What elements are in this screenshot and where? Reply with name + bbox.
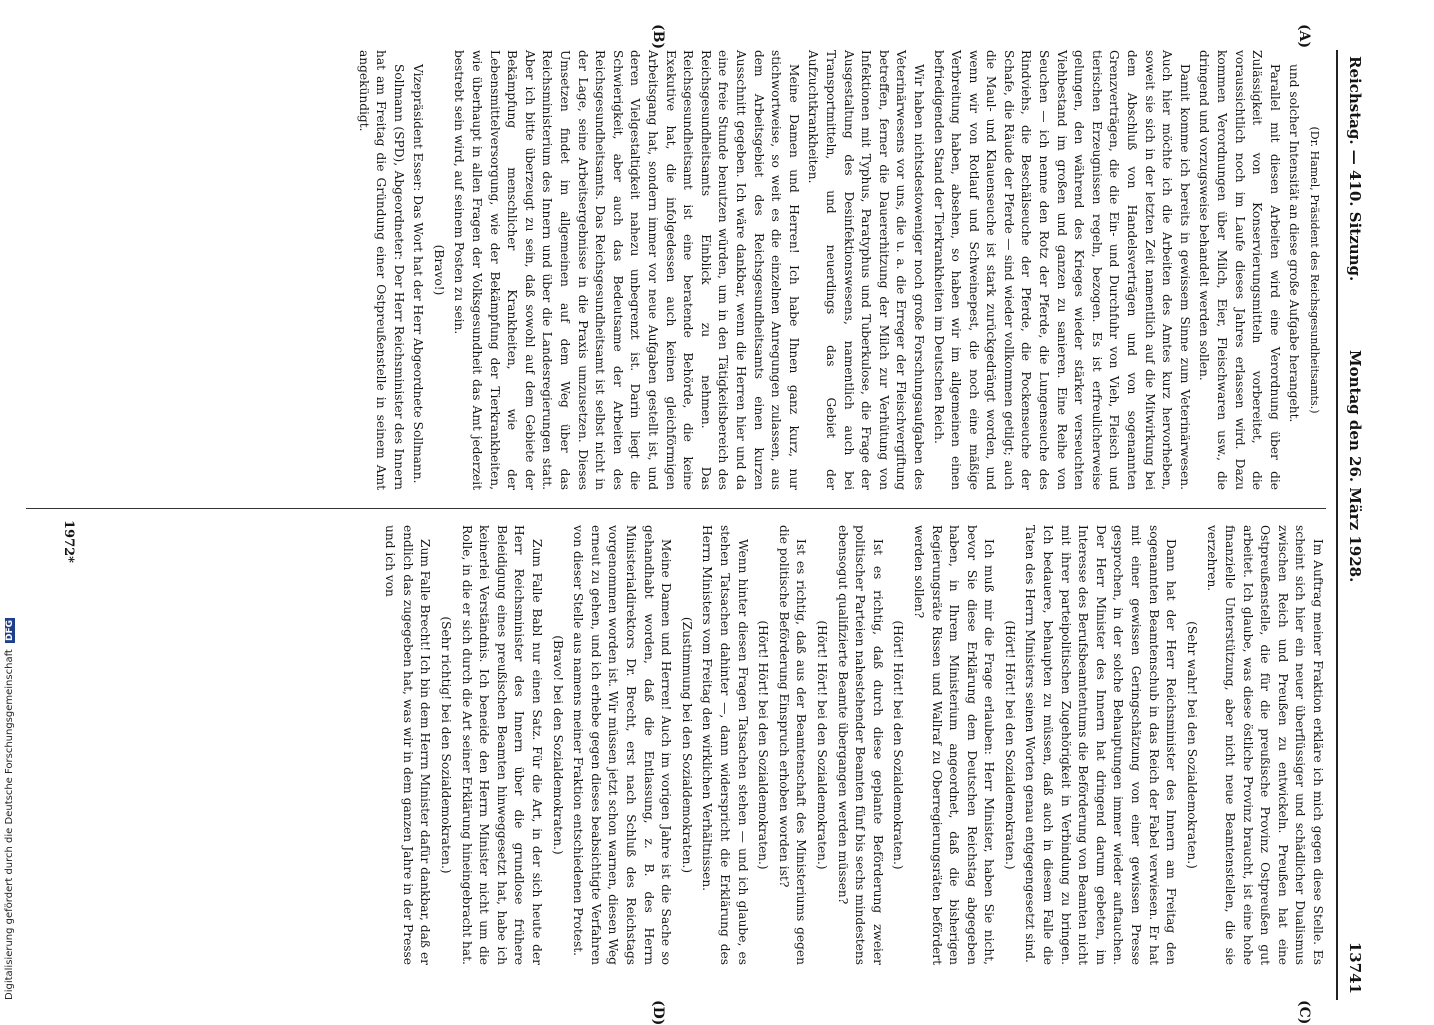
paragraph: Wenn hinter diesen Fragen Tatsachen stehen — und ich glaube, es stehen Tatsachen dahinter —, dann widerspricht die Erklärung des Herrn Ministers vom Freitag den wirklichen Verhältnissen. [700,525,750,965]
interjection: (Zustimmung bei den Sozialdemokraten.) [679,616,694,874]
interjection: (Hört! Hört! bei den Sozialdemokraten.) [891,620,906,870]
paragraph: und solcher Intensität an diese große Aufgabe herangeht. [1287,64,1302,423]
paragraph: Zum Falle Brecht! Ich bin dem Herrn Minister dafür dankbar, daß er endlich das zugegeben hat, was wir in dem ganzen Jahre in der Presse und ich von [383,525,433,965]
page-header [1336,50,1366,1000]
signature-mark: 1972* [61,520,76,563]
header-session: Reichstag. — 410. Sitzung. [1346,56,1364,282]
paragraph: Dann hat der Herr Reichsminister des Innern am Freitag den sogenannten Beamtenschub in das Reich der Fabel verwiesen. Er hat mit einer gewissen Geringschätzung von einer gewissen Presse gesprochen, in der solche Behauptungen immer wieder auftauchen. Der Herr Minister des Innern hat dringend darum gebeten, im Interesse des Berufsbeamtentums die Beförderung von Beamten nicht mit ihrer parteipolitischen Zugehörigkeit in Verbindung zu bringen. Ich bedauere, behaupten zu müssen, daß auch in diesem Falle die Taten des Herrn Ministers seinen Worten genau entgegengesetzt sind. [1023,525,1179,965]
paragraph: Meine Damen und Herren! Auch im vorigen Jahre ist die Sache so gehandhabt worden, daß die Entlassung, z. B. des Herrn Ministerialdirektors Dr. Brecht, erst nach Schluß des Reichstags vorgenommen worden ist. Wir müssen jetzt schon warnen, diesen Weg erneut zu gehen, und ich erhebe gegen dieses beabsichtigte Verfahren von dieser Stelle aus namens meiner Fraktion entschiedenen Protest. [571,525,674,965]
paragraph: Ist es richtig, daß aus der Beamtenschaft des Ministeriums gegen die politische Beförderung Einspruch erhoben worden ist? [776,525,809,965]
margin-marker-a: (A) [1296,24,1312,49]
column-divider [26,508,1326,509]
interjection: (Hört! Hört! bei den Sozialdemokraten.) [814,620,829,870]
paragraph: Sollmann (SPD), Abgeordneter: Der Herr Reichsminister des Innern hat am Freitag die Gründung einer Ostpreußenstelle in seinem Amt angekündigt. [356,50,406,490]
margin-marker-c: (C) [1296,1000,1312,1025]
margin-marker-b: (B) [650,24,666,50]
interjection: (Hört! Hört! bei den Sozialdemokraten.) [756,620,771,870]
header-date: Montag den 26. März 1928. [1346,350,1364,583]
paragraph: Zum Falle Babl nur einen Satz. Für die Art, in der sich heute der Herr Reichsminister des Innern über die grundlose frühere Beleidigung eines preußischen Beamten hinweggesetzt hat, habe ich keinerlei Verständnis. Ich beneide den Herrn Minister nicht um die Rolle, in die er sich durch die Art seiner Erklärung hineingebracht hat. [459,525,545,965]
credit-text: Digitalisierung gefördert durch die Deutsche Forschungsgemeinschaft [4,649,15,1000]
paragraph: Ich muß mir die Frage erlauben: Herr Minister, haben Sie nicht, bevor Sie diese Erklärung dem Deutschen Reichstag abgegeben haben, in Ihrem Ministerium angeordnet, daß die bisherigen Regierungsräte Rissen und Wallraf zu Oberregierungsräten befördert werden sollen? [911,525,997,965]
margin-marker-d: (D) [650,1000,666,1025]
header-rule [1336,50,1338,1000]
interjection: (Bravo! bei den Sozialdemokraten.) [550,635,565,855]
paragraph: Im Auftrag meiner Fraktion erkläre ich mich gegen diese Stelle. Es scheint sich hier ein neuer überflüssiger und schädlicher Dualismus zwischen Reich und Preußen zu entwickeln. Preußen hat eine Ostpreußenstelle, die für die preußische Provinz Ostpreußen gut arbeitet. Ich glaube, was diese östliche Provinz braucht, ist eine hohe finanzielle Unterstützung, aber nicht neue Beamtenstellen, die sie verzehren. [1205,525,1325,965]
paragraph: Ist es richtig, daß durch diese geplante Beförderung zweier politischer Parteien nahestehender Beamten fünf bis sechs mindestens ebensogut qualifizierte Beamte übergangen werden müssen? [835,525,885,965]
paragraph: Wir haben nichtsdestoweniger noch große Forschungsaufgaben des Veterinärwesens vor uns, die u. a. die Erreger der Fleischvergiftung betreffen, ferner die Dauererhitzung der Milch zur Verhütung von Infektionen mit Typhus, Paratyphus und Tuberkulose, die Frage der Ausgestaltung des Desinfektionswesens, namentlich auch bei Transportmitteln, und neuerdings das Gebiet der Aufzuchtkrankheiten. [806,50,926,490]
interjection: (Hört! Hört! bei den Sozialdemokraten.) [1002,620,1017,870]
interjection: (Sehr richtig! bei den Sozialdemokraten.) [439,616,454,874]
left-column [352,50,1326,490]
paragraph: Parallel mit diesen Arbeiten wird eine Verordnung über die Zulässigkeit von Konservierungsmitteln vorbereitet, die voraussichtlich noch im Laufe dieses Jahres erlassen wird. Dazu kommen Verordnungen über Milch, Eier, Fleischwaren usw., die dringend und vorzugsweise behandelt werden sollen. [1197,50,1282,490]
paragraph: Vizepräsident Esser: Das Wort hat der Herr Abgeordnete Sollmann. [411,64,426,484]
paragraph: Damit komme ich bereits in gewissem Sinne zum Veterinärwesen. Auch hier möchte ich die Arbeiten des Amtes kurz hervorheben, soweit sie sich in der letzten Zeit namentlich auf die Mitwirkung bei dem Abschluß von Handelsverträgen und von sogenannten Grenzverträgen, die die Ein- und Durchfuhr von Vieh, Fleisch und tierischen Erzeugnissen regeln, bezogen. Es ist erfreulicherweise gelungen, den während des Krieges wieder stärker verseuchten Viehbestand im großen und ganzen zu sanieren. Eine Reihe von Seuchen — ich nenne den Rotz der Pferde, die Lungenseuche des Rindviehs, die Beschälseuche der Pferde, die Pockenseuche der Schafe, die Räude der Pferde — sind wieder vollkommen getilgt; auch die Maul- und Klauenseuche ist stark zurückgedrängt worden, und wenn wir von Rotlauf und Schweinepest, die noch eine mäßige Verbreitung haben, absehen, so haben wir im allgemeinen einen befriedigenden Stand der Tierkrankheiten im Deutschen Reich. [931,50,1192,490]
dfg-logo: DFG [5,619,15,641]
paragraph: Meine Damen und Herren! Ich habe Ihnen ganz kurz, nur stichwortweise, so weit es die einzelnen Anregungen zulassen, aus dem Arbeitsgebiet des Reichsgesundheitsamts einen kurzen Ausschnitt gegeben. Ich wäre dankbar, wenn die Herren hier und da eine freie Stunde benutzen würden, um in den Tätigkeitsbereich des Reichsgesundheitsamts Einblick zu nehmen. Das Reichsgesundheitsamt ist eine beratende Behörde, die keine Exekutive hat, die infolgedessen auch keinen gleichförmigen Arbeitsgang hat, sondern immer vor neue Aufgaben gestellt ist, und deren Vielgestaltigkeit nahezu unbegrenzt ist. Darin liegt die Schwierigkeit, aber auch das Bedeutsame der Arbeiten des Reichsgesundheitsamts. Das Reichsgesundheitsamt ist selbst nicht in der Lage, seine Arbeitsergebnisse in die Praxis umzusetzen. Dieses Umsetzen findet im allgemeinen auf dem Weg über das Reichsministerium des Innern und über die Landesregierungen statt. Aber ich bitte überzeugt zu sein, daß sowohl auf dem Gebiete der Bekämpfung menschlicher Krankheiten, wie der Lebensmittelversorgung, wie der Bekämpfung der Tierkrankheiten, wie überhaupt in allen Fragen der Volksgesundheit das Amt jederzeit bestrebt sein wird, auf seinem Posten zu sein. [452,50,801,490]
digitization-credit [4,0,15,1000]
interjection: (Bravo!) [431,244,446,296]
right-column [379,525,1326,965]
document-page [26,24,1366,1025]
speaker-note: (Dr. Hamel, Präsident des Reichsgesundheitsamts.) [1308,126,1321,414]
page-number: 13741 [1346,941,1364,994]
interjection: (Sehr wahr! bei den Sozialdemokraten.) [1184,621,1199,869]
